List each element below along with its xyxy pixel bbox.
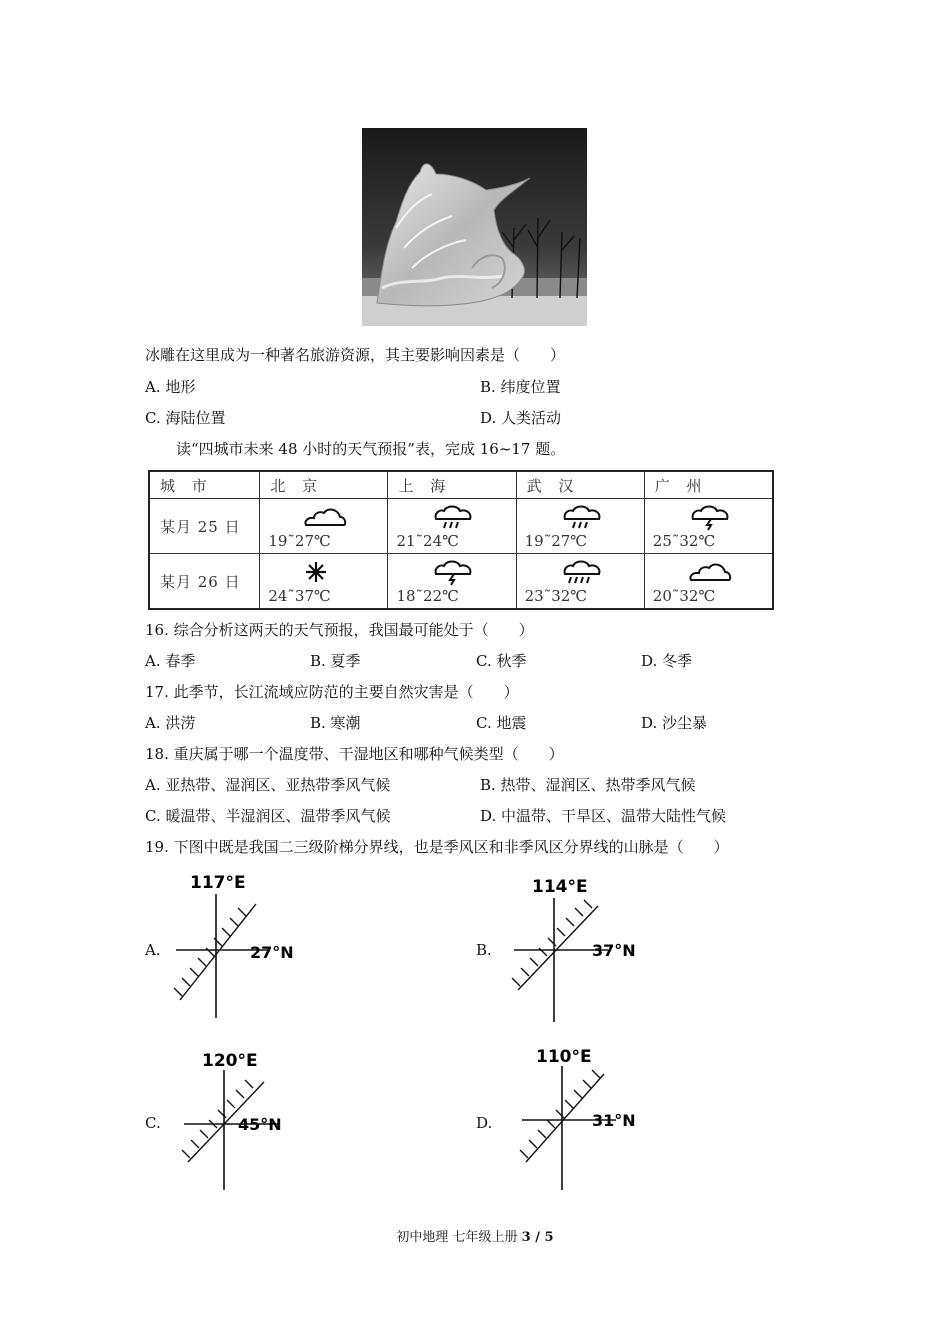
question-18-stem: 18. 重庆属于哪一个温度带、干湿地区和哪种气候类型（ ） [145, 745, 564, 763]
header-wuhan: 武 汉 [516, 471, 644, 499]
question-16-option-a: A. 春季 [145, 652, 196, 670]
map-b-latitude: 37°N [592, 941, 636, 960]
heavy-rain-icon [559, 558, 605, 586]
temperature-range: 24˜37℃ [268, 587, 331, 605]
question-17-stem: 17. 此季节，长江流域应防范的主要自然灾害是（ ） [145, 683, 519, 701]
mountain-map-c [178, 1048, 318, 1198]
temperature-range: 25˜32℃ [652, 532, 716, 550]
mountain-map-a [170, 872, 310, 1022]
question-16-option-b: B. 夏季 [310, 652, 361, 670]
question-17-option-d: D. 沙尘暴 [641, 714, 708, 732]
header-guangzhou: 广 州 [644, 471, 773, 499]
temperature-range: 18˜22℃ [396, 587, 459, 605]
temperature-range: 19˜27℃ [268, 532, 331, 550]
question-15-option-a: A. 地形 [145, 378, 196, 396]
question-15-option-d: D. 人类活动 [480, 409, 562, 427]
table-row-day-25 [149, 499, 773, 554]
question-19-stem: 19. 下图中既是我国二三级阶梯分界线，也是季风区和非季风区分界线的山脉是（ ） [145, 838, 729, 856]
temperature-range: 20˜32℃ [652, 587, 716, 605]
question-18-option-a: A. 亚热带、湿润区、亚热带季风气候 [145, 776, 391, 794]
table-row-day-26 [149, 554, 773, 610]
question-17-option-c: C. 地震 [476, 714, 527, 732]
question-15-option-c: C. 海陆位置 [145, 409, 226, 427]
footer-subject: 初中地理 七年级上册 [396, 1230, 522, 1245]
forecast-cell [260, 554, 388, 610]
table-header-row [149, 471, 773, 499]
map-c-latitude: 45°N [238, 1115, 282, 1134]
question-18-option-b: B. 热带、湿润区、热带季风气候 [480, 776, 696, 794]
map-a-latitude: 27°N [250, 943, 294, 962]
question-16-stem: 16. 综合分析这两天的天气预报，我国最可能处于（ ） [145, 621, 534, 639]
footer-page-number: 3 [521, 1230, 531, 1245]
thunderstorm-icon [430, 558, 476, 586]
temperature-range: 19˜27℃ [524, 532, 588, 550]
question-17-option-a: A. 洪涝 [145, 714, 196, 732]
weather-forecast-table [148, 470, 774, 610]
cloudy-icon [687, 558, 733, 586]
header-beijing: 北 京 [260, 471, 388, 499]
row-label: 某月 25 日 [149, 499, 260, 554]
map-b-longitude: 114°E [532, 877, 588, 897]
question-17-option-b: B. 寒潮 [310, 714, 361, 732]
forecast-cell [388, 554, 516, 610]
forecast-cell [644, 499, 773, 554]
map-d-latitude: 31°N [592, 1111, 636, 1130]
question-18-option-c: C. 暖温带、半湿润区、温带季风气候 [145, 807, 391, 825]
mountain-map-b [508, 876, 648, 1026]
page-footer [0, 1226, 950, 1245]
intro-16-17: 读“四城市未来 48 小时的天气预报”表，完成 16~17 题。 [176, 440, 566, 458]
header-shanghai: 上 海 [388, 471, 516, 499]
sunny-icon [302, 558, 348, 586]
forecast-cell [516, 554, 644, 610]
forecast-cell [516, 499, 644, 554]
forecast-cell [644, 554, 773, 610]
map-c-letter: C. [145, 1114, 161, 1132]
question-15-option-b: B. 纬度位置 [480, 378, 561, 396]
question-15-stem: 冰雕在这里成为一种著名旅游资源，其主要影响因素是（ ） [145, 346, 566, 364]
map-c-longitude: 120°E [202, 1051, 258, 1071]
temperature-range: 21˜24℃ [396, 532, 459, 550]
footer-total-pages: 5 [544, 1230, 554, 1245]
map-b-letter: B. [476, 941, 492, 959]
map-d-letter: D. [476, 1114, 493, 1132]
row-label: 某月 26 日 [149, 554, 260, 610]
map-a-letter: A. [145, 941, 161, 959]
footer-separator: / [530, 1230, 545, 1245]
forecast-cell [388, 499, 516, 554]
rain-cloud-icon [430, 503, 476, 531]
thunderstorm-icon [687, 503, 733, 531]
rain-cloud-icon [559, 503, 605, 531]
ice-sculpture-photo [362, 128, 587, 326]
mountain-map-d [516, 1044, 656, 1194]
map-d-longitude: 110°E [536, 1047, 592, 1067]
map-a-longitude: 117°E [190, 873, 246, 893]
question-18-option-d: D. 中温带、干旱区、温带大陆性气候 [480, 807, 727, 825]
temperature-range: 23˜32℃ [524, 587, 588, 605]
header-city: 城 市 [149, 471, 260, 499]
forecast-cell [260, 499, 388, 554]
question-16-option-c: C. 秋季 [476, 652, 527, 670]
question-16-option-d: D. 冬季 [641, 652, 693, 670]
cloudy-icon [302, 503, 348, 531]
